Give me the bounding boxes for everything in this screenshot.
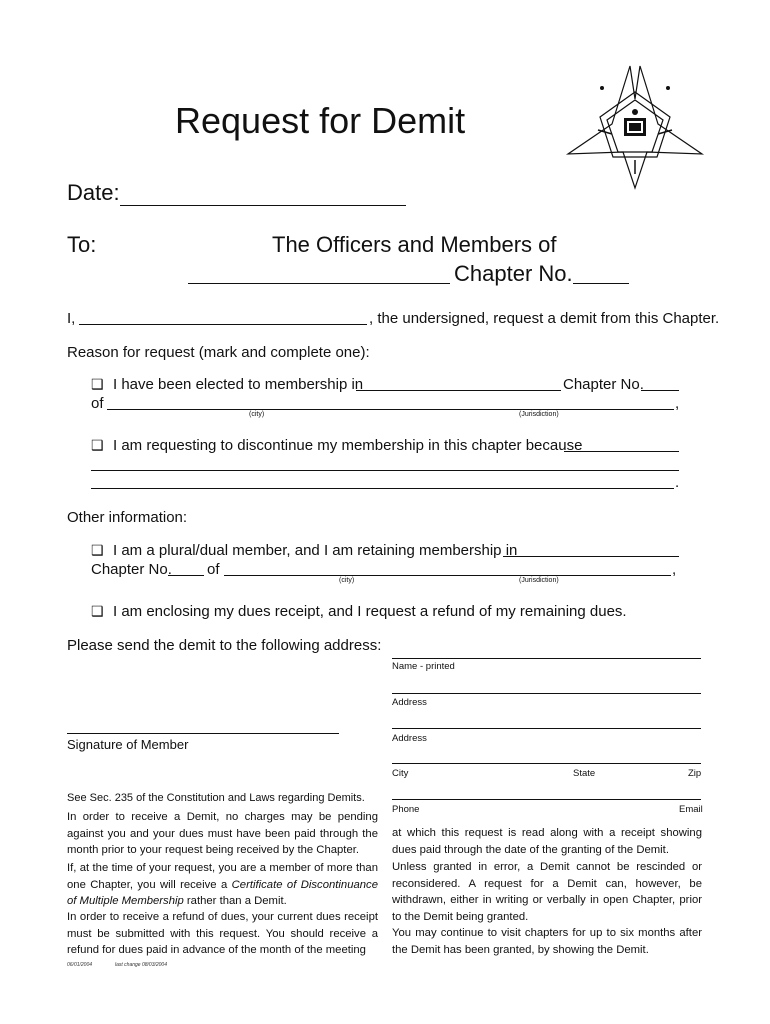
chapter-number-field[interactable] <box>573 283 629 284</box>
opt3-chapter-label: Chapter No. <box>91 561 172 578</box>
chapter-name-field[interactable] <box>188 283 450 284</box>
address1-field[interactable] <box>392 693 701 694</box>
address1-label: Address <box>392 697 427 708</box>
opt3-city-caption: (city) <box>339 577 355 584</box>
signature-field[interactable] <box>67 733 339 734</box>
date-label: Date: <box>67 180 120 205</box>
address2-field[interactable] <box>392 728 701 729</box>
other-heading: Other information: <box>67 509 188 526</box>
to-officers-line: The Officers and Members of <box>272 232 557 257</box>
opt2-reason-field-1[interactable] <box>564 451 679 452</box>
opt1-chapter-number-field[interactable] <box>641 390 679 391</box>
i-prefix: I, <box>67 310 76 327</box>
address2-label: Address <box>392 733 427 744</box>
signature-label: Signature of Member <box>67 737 189 752</box>
i-suffix: , the undersigned, request a demit from this Chapter. <box>369 310 720 327</box>
left-para-3: In order to receive a refund of dues, your current dues receipt must be submitted with this request. You should receive a refund for dues paid in advance of the month of the meeting <box>67 911 378 956</box>
opt1-chapter-label: Chapter No. <box>563 376 644 393</box>
see-sec-note: See Sec. 235 of the Constitution and Laws regarding Demits. <box>67 792 365 804</box>
opt4-text: I am enclosing my dues receipt, and I request a refund of my remaining dues. <box>113 603 627 620</box>
opt1-jurisdiction-caption: (Jurisdiction) <box>519 411 559 418</box>
right-para-2: Unless granted in error, a Demit cannot be rescinded or reconsidered. A request for a Demit can, however, be withdrawn, either in writing or verbally in open Chapter, prior to the Demit being granted. <box>392 861 702 923</box>
checkbox-elected[interactable]: ❑ <box>91 376 104 392</box>
email-label: Email <box>679 804 703 815</box>
footer-date: 06/01/2004 <box>67 962 93 968</box>
opt2-reason-field-3[interactable] <box>91 488 674 489</box>
phone-label: Phone <box>392 804 420 815</box>
opt3-chapter-name-field[interactable] <box>503 556 679 557</box>
checkbox-plural-member[interactable]: ❑ <box>91 542 104 558</box>
opt3-jurisdiction-caption: (Jurisdiction) <box>519 577 559 584</box>
member-name-field[interactable] <box>79 324 367 325</box>
to-label: To: <box>67 232 97 257</box>
checkbox-discontinue[interactable]: ❑ <box>91 437 104 453</box>
opt3-location-field[interactable] <box>224 575 671 576</box>
city-state-zip-field[interactable] <box>392 763 701 764</box>
left-para-1: In order to receive a Demit, no charges may be pending against you and your dues must have been paid through the month prior to your request being received by the Chapter. <box>67 811 378 856</box>
right-para-1: at which this request is read along with a receipt showing dues paid through the date of the granting of the Demit. <box>392 827 702 856</box>
opt1-location-field[interactable] <box>107 409 674 410</box>
city-label: City <box>392 768 409 779</box>
send-heading: Please send the demit to the following address: <box>67 637 382 654</box>
left-para-2: If, at the time of your request, you are a member of more than one Chapter, you will receive a Certificate of Discontinuance of Multiple Membership rather than a Demit. <box>67 862 378 907</box>
opt3-text: I am a plural/dual member, and I am retaining membership in <box>113 542 518 559</box>
reason-heading: Reason for request (mark and complete one): <box>67 344 370 361</box>
page-title: Request for Demit <box>175 100 466 141</box>
order-emblem-star-icon <box>560 62 710 192</box>
opt1-text: I have been elected to membership in <box>113 376 364 393</box>
opt2-reason-field-2[interactable] <box>91 470 679 471</box>
zip-label: Zip <box>688 768 702 779</box>
state-label: State <box>573 768 596 779</box>
opt1-city-caption: (city) <box>249 411 265 418</box>
opt1-of-label: of <box>91 395 104 412</box>
name-printed-label: Name - printed <box>392 661 455 672</box>
opt3-of-label: of <box>207 561 220 578</box>
to-chapter-label: Chapter No. <box>454 261 573 286</box>
name-printed-field[interactable] <box>392 658 701 659</box>
right-para-3: You may continue to visit chapters for up to six months after the Demit has been granted, by showing the Demit. <box>392 927 702 956</box>
checkbox-refund[interactable]: ❑ <box>91 603 104 619</box>
date-field[interactable] <box>120 205 406 206</box>
footer-last-change: last change 08/03/2004 <box>115 962 167 968</box>
opt3-chapter-number-field[interactable] <box>168 575 204 576</box>
opt2-text: I am requesting to discontinue my membership in this chapter because <box>113 437 583 454</box>
opt1-chapter-name-field[interactable] <box>356 390 561 391</box>
phone-email-field[interactable] <box>392 799 701 800</box>
